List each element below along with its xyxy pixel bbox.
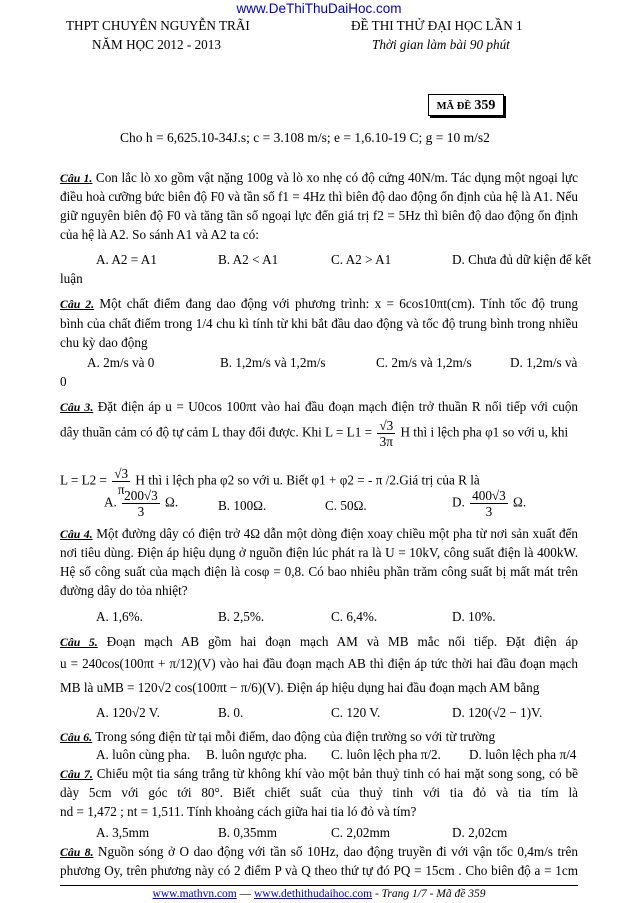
question-7-option-b[interactable]: B. 0,35mm — [218, 825, 277, 840]
question-7-option-d[interactable]: D. 2,02cm — [452, 825, 508, 840]
exam-title: ĐỀ THI THỬ ĐẠI HỌC LẦN 1 — [351, 18, 523, 33]
question-1-option-d[interactable]: D. Chưa đủ dữ kiện để kết — [452, 252, 592, 267]
question-6-option-a[interactable]: A. luôn cùng pha. — [96, 747, 191, 762]
question-1-line-1: Câu 1. Con lắc lò xo gồm vật nặng 100g và lò xo nhẹ có độ cứng 40N/m. Tác dụng một ngoại lực — [60, 170, 579, 185]
question-3-option-a[interactable]: A. $\frac{200√3}{3}$ Ω. — [104, 488, 179, 520]
question-8-line-2: phương Oy, trên phương này có 2 điểm P và Q theo thứ tự đó PQ = 15cm . Cho biên độ a = 1cm — [60, 863, 578, 878]
question-6-option-c[interactable]: C. luôn lệch pha π/2. — [331, 747, 441, 762]
question-1-option-c[interactable]: C. A2 > A1 — [331, 252, 392, 267]
question-7-line-2: dày 5cm với góc tới 80°. Biết chiết suất của thuỷ tinh với tia đỏ và tia tím là — [60, 785, 578, 800]
physical-constants: Cho h = 6,625.10-34J.s; c = 3.108 m/s; e = 1,6.10-19 C; g = 10 m/s2 — [120, 130, 490, 145]
question-5-line-2: u = 240cos(100πt + π/12)(V) vào hai đầu đoạn mạch AB thì điện áp tức thời hai đầu đoạn mạch — [60, 656, 578, 671]
footer-divider — [60, 885, 578, 886]
question-3-line-3: L = L2 = $\frac{√3}{\pi}$ H thì i lệch pha φ2 so với u. Biết φ1 + φ2 = - π /2.Giá trị của R là — [60, 466, 480, 498]
question-1-option-a[interactable]: A. A2 = A1 — [96, 252, 157, 267]
question-6-option-b[interactable]: B. luôn ngược pha. — [206, 747, 307, 762]
question-2-option-b[interactable]: B. 1,2m/s và 1,2m/s — [220, 355, 326, 370]
question-5-line-3: MB là uMB = 120√2 cos(100πt − π/6)(V). Điện áp hiệu dụng hai đầu đoạn mạch AM bằng — [60, 680, 540, 695]
exam-code: 359 — [474, 98, 496, 113]
footer-link-mathvn[interactable]: www.mathvn.com — [152, 888, 237, 900]
exam-code-box — [428, 94, 504, 116]
footer-page-info: - Trang 1/7 - Mã đề 359 — [372, 888, 486, 900]
question-2-line-3: chu kỳ dao động — [60, 335, 148, 350]
question-4-label: Câu 4. — [60, 527, 93, 541]
l1-fraction: $\frac{√3}{3\pi}$ — [379, 418, 394, 450]
question-4-line-2: nơi tiêu dùng. Điện áp hiệu dụng ở nguồn điện lúc phát ra là U = 10kV, công suất điện là 400kW. — [60, 545, 578, 560]
question-4-option-b[interactable]: B. 2,5%. — [218, 609, 265, 624]
question-7-option-a[interactable]: A. 3,5mm — [96, 825, 150, 840]
question-7-line-3: nd = 1,472 ; nt = 1,511. Tính khoảng cách giữa hai tia ló đỏ và tím? — [60, 804, 417, 819]
question-8-line-1: Câu 8. Nguồn sóng ở O dao động với tần số 10Hz, dao động truyền đi với vận tốc 0,4m/s trên — [60, 844, 579, 859]
question-5-option-c[interactable]: C. 120 V. — [331, 705, 381, 720]
question-4-option-d[interactable]: D. 10%. — [452, 609, 496, 624]
question-4-line-3: Hệ số công suất của mạch điện là cosφ = 0,8. Có bao nhiêu phần trăm công suất bị mất mát trên — [60, 564, 578, 579]
question-7-line-1: Câu 7. Chiếu một tia sáng trắng từ không khí vào một bản thuỷ tinh có hai mặt song song, có bề — [60, 766, 579, 781]
question-4-line-1: Câu 4. Một đường dây có điện trở 4Ω dẫn một dòng điện xoay chiều một pha từ nơi sản xuất đến — [60, 526, 579, 541]
question-6-label: Câu 6. — [60, 730, 93, 744]
question-4-line-4: đường dây do tỏa nhiệt? — [60, 583, 188, 598]
question-3-option-c[interactable]: C. 50Ω. — [325, 498, 367, 513]
footer-link-dethithudaihoc[interactable]: www.dethithudaihoc.com — [254, 888, 373, 900]
question-3-label: Câu 3. — [60, 400, 94, 414]
question-2-option-d[interactable]: D. 1,2m/s và — [510, 355, 578, 370]
exam-code-label: MÃ ĐỀ — [436, 101, 472, 112]
question-1-line-2: điều hoà cưỡng bức biên độ F0 và tần số f1 = 4Hz thì biên độ dao động ổn định của hệ là A1. Nếu — [60, 189, 578, 204]
question-3-line-1: Câu 3. Đặt điện áp u = U0cos 100πt vào hai đầu đoạn mạch điện trở thuần R nối tiếp với cuộn — [60, 399, 579, 414]
page-footer: www.mathvn.com — www.dethithudaihoc.com - Trang 1/7 - Mã đề 359 — [152, 888, 486, 900]
question-6-line-1: Câu 6. Trong sóng điện từ tại mỗi điểm, dao động của điện trường so với từ trường — [60, 729, 496, 744]
question-1-label: Câu 1. — [60, 171, 93, 185]
question-2-line-2: bình của chất điểm trong 1/4 chu kì tính từ khi bắt đầu dao động và tốc độ trung bình trong nhiều — [60, 316, 578, 331]
question-8-label: Câu 8. — [60, 845, 94, 859]
question-3-option-d[interactable]: D. $\frac{400√3}{3}$ Ω. — [452, 488, 527, 520]
question-5-line-1: Câu 5. Đoạn mạch AB gồm hai đoạn mạch AM và MB mắc nối tiếp. Đặt điện áp — [60, 634, 578, 649]
question-1-line-3: giữ nguyên biên độ F0 và tăng tần số ngoại lực đến giá trị f2 = 5Hz thì biên độ dao động ổn định — [60, 208, 578, 223]
question-1-line-4: của hệ là A2. So sánh A1 và A2 ta có: — [60, 227, 259, 242]
l2-fraction: $\frac{√3}{\pi}$ — [114, 466, 129, 498]
question-7-option-c[interactable]: C. 2,02mm — [331, 825, 390, 840]
question-1-option-b[interactable]: B. A2 < A1 — [218, 252, 279, 267]
question-2-option-d-cont: 0 — [60, 374, 67, 389]
top-site-url[interactable]: www.DeThiThuDaiHoc.com — [236, 1, 402, 16]
question-2-option-a[interactable]: A. 2m/s và 0 — [87, 355, 155, 370]
question-2-line-1: Câu 2. Một chất điểm đang dao động với phương trình: x = 6cos10πt(cm). Tính tốc độ trung — [60, 296, 579, 311]
question-5-option-b[interactable]: B. 0. — [218, 705, 244, 720]
question-5-option-a[interactable]: A. 120√2 V. — [96, 705, 160, 720]
question-4-option-a[interactable]: A. 1,6%. — [96, 609, 143, 624]
question-2-label: Câu 2. — [60, 297, 95, 311]
question-5-label: Câu 5. — [60, 635, 98, 649]
question-3-option-b[interactable]: B. 100Ω. — [218, 498, 267, 513]
school-year: NĂM HỌC 2012 - 2013 — [92, 37, 221, 52]
question-3-line-2: dây thuần cảm có độ tự cảm L thay đổi được. Khi L = L1 = $\frac{√3}{3\pi}$ H thì i lệch pha φ1 so với u, khi — [60, 418, 569, 450]
question-2-option-c[interactable]: C. 2m/s và 1,2m/s — [376, 355, 472, 370]
school-name: THPT CHUYÊN NGUYỄN TRÃI — [66, 18, 250, 33]
question-5-option-d[interactable]: D. 120(√2 − 1)V. — [452, 705, 543, 720]
question-1-option-d-cont: luận — [60, 271, 83, 286]
exam-time: Thời gian làm bài 90 phút — [372, 37, 510, 52]
question-6-option-d[interactable]: D. luôn lệch pha π/4 — [469, 747, 577, 762]
question-7-label: Câu 7. — [60, 767, 93, 781]
question-4-option-c[interactable]: C. 6,4%. — [331, 609, 378, 624]
